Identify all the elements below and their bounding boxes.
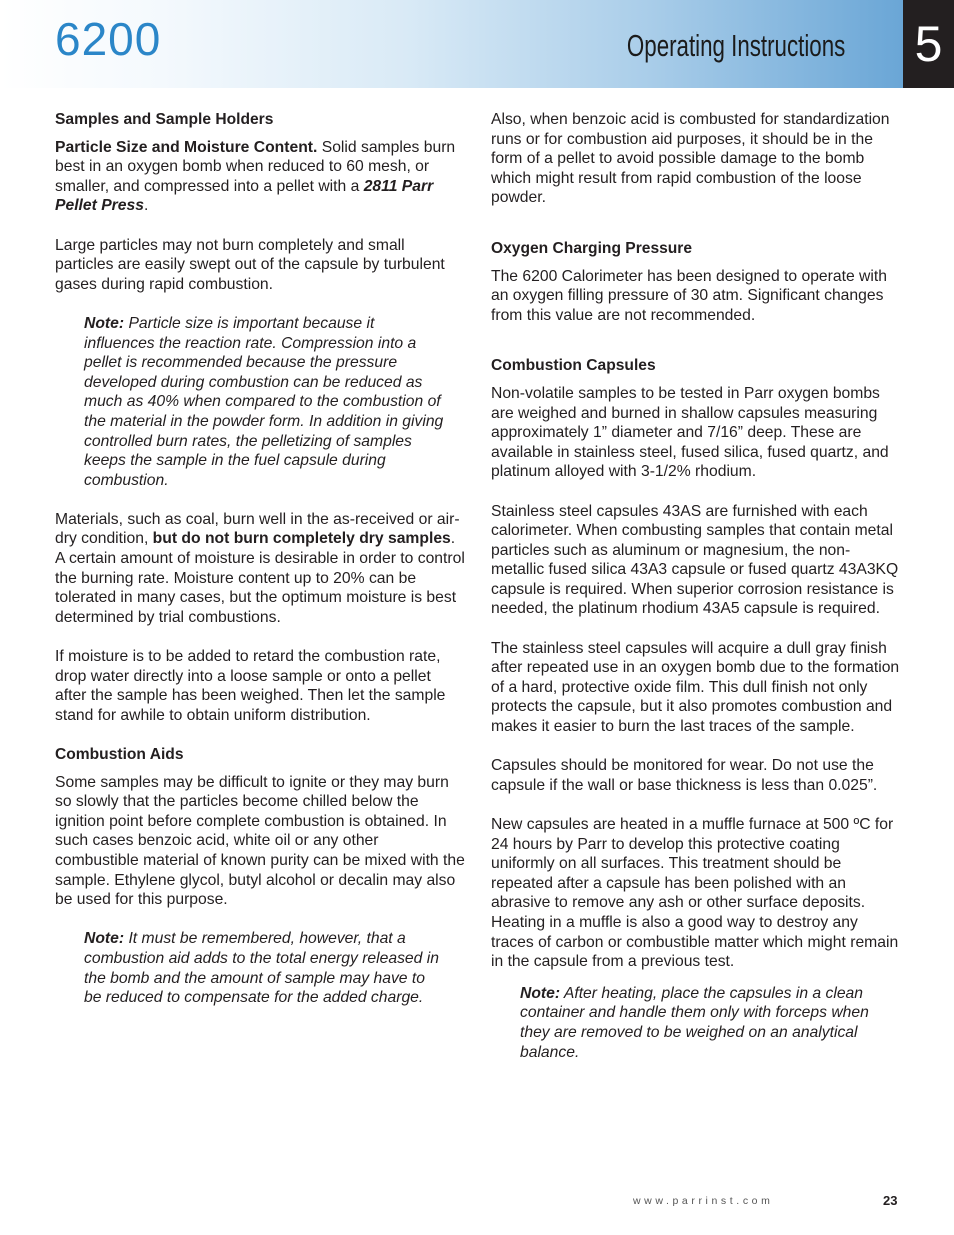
paragraph-large-particles: Large particles may not burn completely and small particles are easily swept out of the capsule by turbulent gases during rapid combustion.	[55, 236, 445, 293]
run-in-heading: Particle Size and Moisture Content.	[55, 138, 318, 156]
paragraph-oxygen-pressure: The 6200 Calorimeter has been designed to operate with an oxygen filling pressure of 30 atm. Significant changes from this value are not recommended.	[491, 267, 887, 324]
model-number: 6200	[55, 13, 162, 65]
left-column	[55, 110, 465, 1027]
paragraph-benzoic-acid: Also, when benzoic acid is combusted for standardization runs or for combustion aid purposes, it should be in the form of a pellet to avoid possible damage to the bomb which might result from rapid combustion of the loose powder.	[491, 111, 890, 207]
pellet-press-name: 2811 Parr Pellet Press	[55, 177, 434, 215]
footer-website: www.parrinst.com	[633, 1195, 774, 1207]
chapter-number: 5	[903, 0, 954, 88]
note-label: Note:	[84, 314, 125, 332]
page-number: 23	[883, 1193, 898, 1208]
paragraph-capsule-wear: Capsules should be monitored for wear. Do not use the capsule if the wall or base thickness is less than 0.025”.	[491, 757, 878, 794]
paragraph-text: . A certain amount of moisture is desirable in order to control the burning rate. Moisture content up to 20% can be tolerated in many cases, but the optimum moisture is best determined by trial combustions.	[55, 530, 465, 626]
right-column	[491, 110, 901, 1082]
heading-combustion-aids: Combustion Aids	[55, 746, 184, 763]
heading-oxygen-pressure: Oxygen Charging Pressure	[491, 239, 693, 257]
paragraph-oxide-film: The stainless steel capsules will acquire a dull gray finish after repeated use in an oxygen bomb due to the formation of a hard, protective oxide film. This dull finish not only protects the capsule, but it also promotes combustion and makes it easier to burn the last traces of the sample.	[491, 639, 900, 736]
note-text: Particle size is important because it influences the reaction rate. Compression into a pellet is recommended because the pressure developed during combustion can be reduced as much as 40% when compared to the combustion of the material in the powder form. In addition in giving controlled burn rates, the pelletizing of samples keeps the sample in the fuel capsule during combustion.	[84, 314, 444, 489]
paragraph-text: Solid samples burn best in an oxygen bomb when reduced to 60 mesh, or smaller, and compressed into a pellet with a	[55, 138, 456, 195]
heading-combustion-capsules: Combustion Capsules	[491, 357, 656, 375]
paragraph-stainless-capsules: Stainless steel capsules 43AS are furnished with each calorimeter. When combusting samples that contain metal particles such as aluminum or magnesium, the non-metallic fused silica 43A3 capsule or fused quartz 43A3KQ capsule is required. When superior corrosion resistance is needed, the platinum rhodium 43A5 capsule is required.	[491, 502, 899, 618]
note-label: Note:	[520, 984, 561, 1002]
paragraph-adding-moisture: If moisture is to be added to retard the combustion rate, drop water directly into a loose sample or onto a pellet after the sample has been weighed. Then let the sample stand for awhile to obtain uniform distribution.	[55, 648, 446, 724]
heading-samples-and-holders: Samples and Sample Holders	[55, 111, 274, 128]
paragraph-text: Materials, such as coal, burn well in the as-received or air-dry condition,	[55, 510, 460, 548]
paragraph-combustion-aids: Some samples may be difficult to ignite or they may burn so slowly that the particles become chilled below the ignition point before complete combustion is obtained. In such cases benzoic acid, white oil or any other combustible material of known purity can be mixed with the sample. Ethylene glycol, butyl alcohol or decalin may also be used for this purpose.	[55, 773, 465, 909]
note-particle-size	[84, 314, 445, 490]
paragraph-text: .	[143, 197, 149, 215]
paragraph-particle-size	[55, 138, 465, 216]
section-title: Operating Instructions	[626, 28, 845, 63]
paragraph-muffle-furnace: New capsules are heated in a muffle furnace at 500 ºC for 24 hours by Parr to develop this protective coating uniformly on all surfaces. This treatment should be repeated after a capsule has been polished with an abrasive to remove any ash or other surface deposits. Heating in a muffle is also a good way to destroy any traces of carbon or combustible matter which might remain in the capsule from a previous test.	[491, 816, 899, 971]
note-heating-capsules	[520, 984, 881, 1062]
paragraph-moisture	[55, 510, 465, 628]
paragraph-capsule-sizes: Non-volatile samples to be tested in Parr oxygen bombs are weighed and burned in shallow capsules measuring approximately 1” diameter and 7/16” deep. These are available in stainless steel, fused silica, fused quartz, and platinum alloyed with 3-1/2% rhodium.	[491, 384, 889, 481]
note-text: It must be remembered, however, that a combustion aid adds to the total energy released in the bomb and the amount of sample may have to be reduced to compensate for the added charge.	[84, 930, 439, 1007]
note-label: Note:	[84, 930, 125, 948]
emphasis-dry-samples: but do not burn completely dry samples	[152, 530, 451, 548]
note-text: After heating, place the capsules in a clean container and handle them only with forceps when they are removed to be weighed on an analytical balance.	[520, 984, 869, 1061]
page-header	[0, 0, 903, 88]
note-combustion-aid	[84, 929, 445, 1007]
